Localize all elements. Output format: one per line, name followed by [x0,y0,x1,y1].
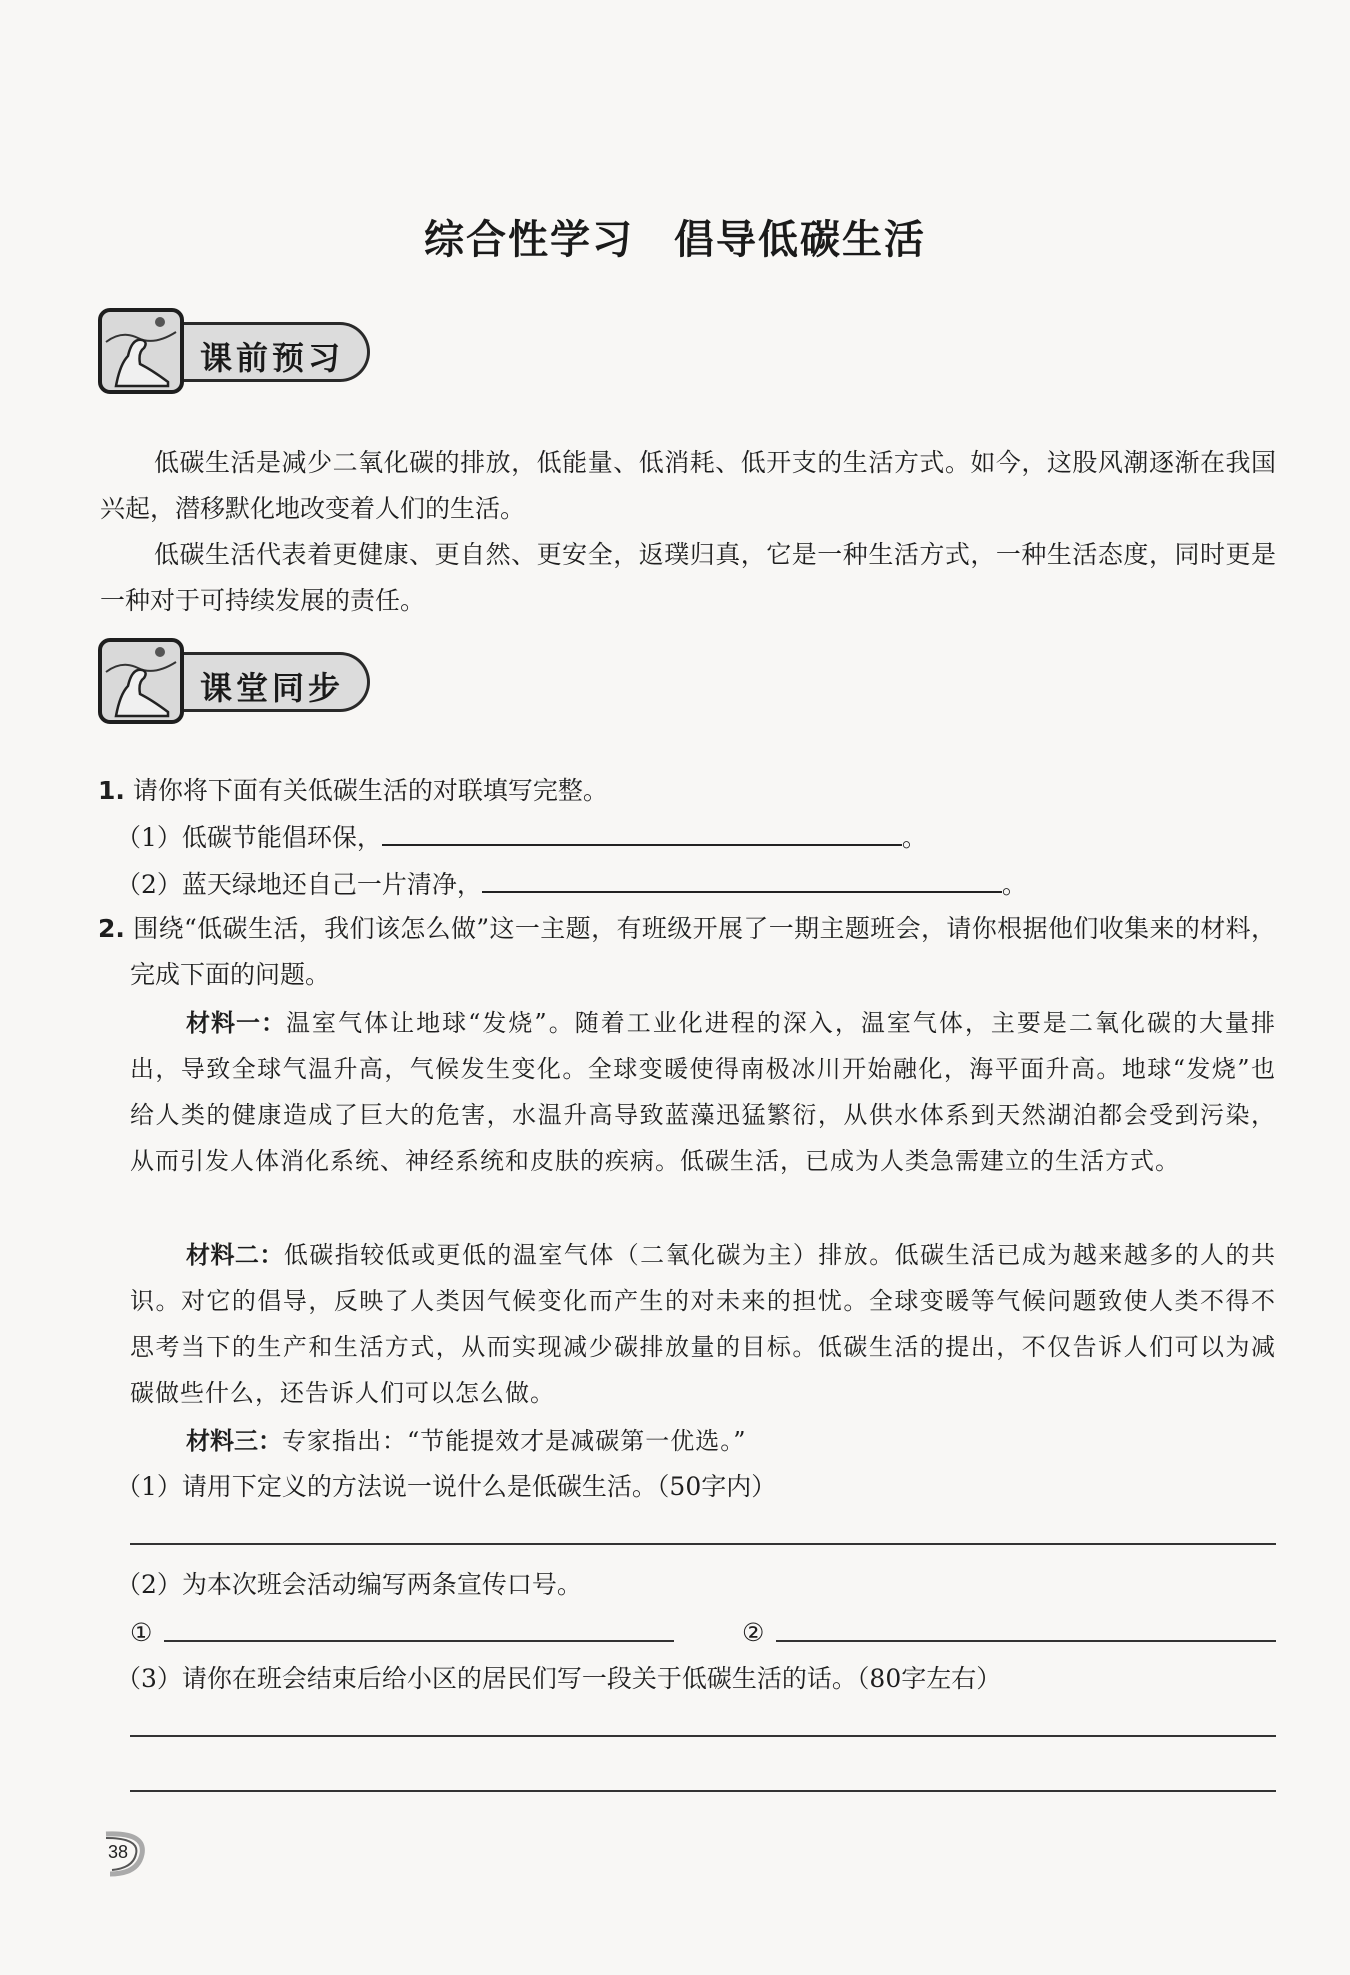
page-number: 38 [108,1842,129,1862]
banner-label-classroom: 课堂同步 [200,669,345,707]
item-text: （1）低碳节能倡环保， [116,823,382,852]
slogan-1 [130,1610,152,1656]
section-banner-preview [98,308,378,398]
q2-sub-2: （2）为本次班会活动编写两条宣传口号。 [116,1570,582,1599]
intro-paragraph-2: 低碳生活代表着更健康、更自然、更安全，返璞归真，它是一种生活方式，一种生活态度，同时更是一种对于可持续发展的责任。 [100,540,1276,615]
question-prompt: 请你将下面有关低碳生活的对联填写完整。 [132,776,608,805]
slogan-1-line[interactable] [164,1640,674,1642]
section-banner-classroom [98,638,378,728]
answer-line[interactable] [130,1543,1276,1545]
item-end: 。 [901,823,927,852]
circle-number: ① [130,1618,153,1647]
item-end: 。 [1001,870,1027,899]
title-part2: 倡导低碳生活 [674,216,926,263]
question-2 [98,906,1276,998]
question-1 [98,768,608,814]
question-number: 1. [98,776,125,805]
answer-line[interactable] [130,1735,1276,1737]
banner-pill [168,322,370,382]
answer-blank[interactable] [482,863,1002,893]
intro-paragraph-1: 低碳生活是减少二氧化碳的排放，低能量、低消耗、低开支的生活方式。如今，这股风潮逐渐在我国兴起，潜移默化地改变着人们的生活。 [100,448,1276,523]
material-label: 材料一： [186,1009,287,1037]
circle-number: ② [742,1618,765,1647]
banner-label-preview: 课前预习 [200,339,345,377]
banner-pill [168,652,370,712]
material-text: 专家指出：“节能提效才是减碳第一优选。” [282,1427,747,1455]
q2-sub-3: （3）请你在班会结束后给小区的居民们写一段关于低碳生活的话。（80字左右） [116,1664,1002,1693]
material-text: 低碳指较低或更低的温室气体（二氧化碳为主）排放。低碳生活已成为越来越多的人的共识。对它的倡导，反映了人类因气候变化而产生的对未来的担忧。全球变暖等气候问题致使人类不得不思考当下的生产和生活方式，从而实现减少碳排放量的目标。低碳生活的提出，不仅告诉人们可以为减碳做些什么，还告诉人们可以怎么做。 [130,1241,1276,1407]
slogan-2 [742,1610,764,1656]
material-1 [130,1000,1276,1184]
q1-item-2 [116,862,1027,908]
item-text: （2）蓝天绿地还自己一片清净， [116,870,482,899]
material-label: 材料三： [186,1427,282,1455]
material-3 [130,1418,1276,1464]
title-part1: 综合性学习 [424,216,634,263]
answer-blank[interactable] [382,816,902,846]
material-label: 材料二： [186,1241,284,1269]
answer-line[interactable] [130,1790,1276,1792]
material-text: 温室气体让地球“发烧”。随着工业化进程的深入，温室气体，主要是二氧化碳的大量排出，导致全球气温升高，气候发生变化。全球变暖使得南极冰川开始融化，海平面升高。地球“发烧”也给人类的健康造成了巨大的危害，水温升高导致蓝藻迅猛繁衍，从供水体系到天然湖泊都会受到污染，从而引发人体消化系统、神经系统和皮肤的疾病。低碳生活，已成为人类急需建立的生活方式。 [130,1009,1276,1175]
q2-sub-1: （1）请用下定义的方法说一说什么是低碳生活。（50字内） [116,1472,777,1501]
slogan-2-line[interactable] [776,1640,1276,1642]
page-title [0,208,1350,265]
dinosaur-icon [98,308,184,394]
material-2 [130,1232,1276,1416]
dinosaur-icon [98,638,184,724]
question-prompt: 围绕“低碳生活，我们该怎么做”这一主题，有班级开展了一期主题班会，请你根据他们收集来的材料，完成下面的问题。 [130,914,1276,989]
question-number: 2. [98,914,125,943]
q1-item-1 [116,815,927,861]
